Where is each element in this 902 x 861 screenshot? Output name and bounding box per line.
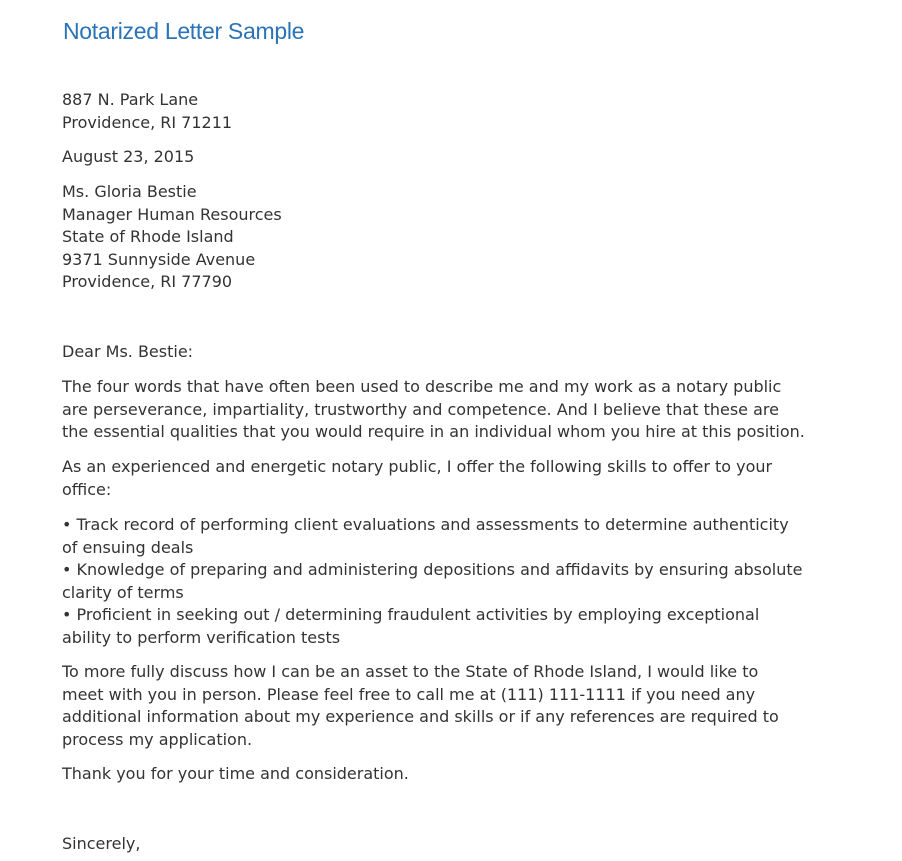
paragraph-line: As an experienced and energetic notary public, I offer the following skills to offer to your xyxy=(62,457,773,476)
letter-date: August 23, 2015 xyxy=(62,147,195,166)
recipient-address xyxy=(62,181,892,294)
paragraph-line: To more fully discuss how I can be an asset to the State of Rhode Island, I would like to xyxy=(62,662,759,681)
paragraph-skills-intro xyxy=(62,456,892,501)
page-title: Notarized Letter Sample xyxy=(63,18,305,44)
skill-item-continued: clarity of terms xyxy=(62,582,184,602)
paragraph-line: process my application. xyxy=(62,729,253,749)
sender-address-line: Providence, RI 71211 xyxy=(62,112,233,132)
recipient-line: 9371 Sunnyside Avenue xyxy=(62,249,256,269)
sender-address-line: 887 N. Park Lane xyxy=(62,90,199,109)
paragraph-contact xyxy=(62,661,892,751)
skill-item: • Track record of performing client evaluations and assessments to determine authenticity xyxy=(62,515,789,534)
sender-address xyxy=(62,89,892,134)
paragraph-line: The four words that have often been used to describe me and my work as a notary public xyxy=(62,377,782,396)
recipient-line: Ms. Gloria Bestie xyxy=(62,182,197,201)
skill-item: • Knowledge of preparing and administering depositions and affidavits by ensuring absolute xyxy=(62,560,803,579)
paragraph-line: are perseverance, impartiality, trustworthy and competence. And I believe that these are xyxy=(62,399,779,419)
paragraph-line: office: xyxy=(62,479,112,499)
recipient-line: Manager Human Resources xyxy=(62,204,282,224)
recipient-line: State of Rhode Island xyxy=(62,227,234,246)
skills-list xyxy=(62,514,892,649)
paragraph-intro xyxy=(62,376,892,444)
recipient-line: Providence, RI 77790 xyxy=(62,272,233,291)
paragraph-line: additional information about my experience and skills or if any references are required to xyxy=(62,707,779,726)
paragraph-line: meet with you in person. Please feel free to call me at (111) 111-1111 if you need any xyxy=(62,684,756,704)
paragraph-line: the essential qualities that you would require in an individual whom you hire at this position. xyxy=(62,422,805,441)
salutation: Dear Ms. Bestie: xyxy=(62,342,194,361)
closing: Sincerely, xyxy=(62,834,141,853)
skill-item-continued: ability to perform verification tests xyxy=(62,627,341,647)
skill-item: • Proficient in seeking out / determining fraudulent activities by employing exceptional xyxy=(62,605,760,624)
skill-item-continued: of ensuing deals xyxy=(62,537,194,557)
thank-you-line: Thank you for your time and consideration. xyxy=(62,764,409,783)
